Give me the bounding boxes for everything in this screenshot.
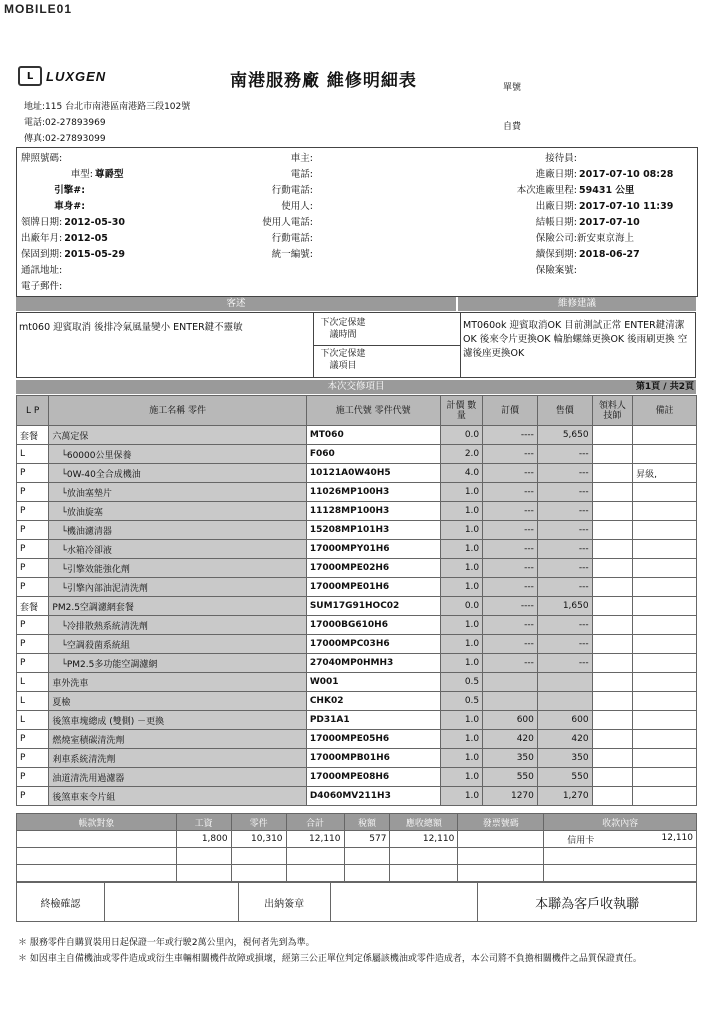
row-tech	[592, 749, 633, 768]
row-qty: 2.0	[440, 445, 483, 464]
final-check-label: 終檢確認	[17, 883, 105, 922]
row-code: 17000MPE02H6	[306, 559, 440, 578]
next-time-label: 下次定保建議時間	[320, 318, 366, 340]
complaint-header: 客述	[16, 297, 456, 311]
tax-value: 577	[344, 831, 390, 848]
table-row	[17, 673, 697, 692]
row-note	[633, 654, 697, 673]
row-name: └PM2.5多功能空調濾網	[49, 654, 306, 673]
row-unit: ---	[483, 464, 538, 483]
row-price: 600	[537, 711, 592, 730]
row-note	[633, 635, 697, 654]
row-tech	[592, 692, 633, 711]
row-lp: P	[17, 502, 49, 521]
table-row	[17, 787, 697, 806]
row-tech	[592, 711, 633, 730]
issue-row: 領牌日期: 2012-05-30	[21, 217, 125, 228]
row-tech	[592, 426, 633, 445]
row-qty: 4.0	[440, 464, 483, 483]
row-lp: P	[17, 768, 49, 787]
row-tech	[592, 540, 633, 559]
row-lp: 套餐	[17, 597, 49, 616]
row-price: 5,650	[537, 426, 592, 445]
body-row: 車身#:	[54, 201, 85, 212]
row-tech	[592, 597, 633, 616]
row-code: 17000MPC03H6	[306, 635, 440, 654]
row-price: 1,650	[537, 597, 592, 616]
page-indicator: 第1頁 / 共2頁	[635, 382, 694, 392]
row-lp: L	[17, 711, 49, 730]
table-row	[17, 768, 697, 787]
row-note	[633, 768, 697, 787]
row-unit: ---	[483, 654, 538, 673]
col-qty: 計價 數量	[440, 396, 483, 426]
payment-method: 信用卡	[567, 835, 595, 846]
row-qty: 1.0	[440, 502, 483, 521]
row-code: 11128MP100H3	[306, 502, 440, 521]
out-row: 出廠日期: 2017-07-10 11:39	[535, 201, 674, 212]
customer-copy-label: 本聯為客戶收執聯	[478, 883, 697, 922]
row-lp: P	[17, 749, 49, 768]
row-qty: 1.0	[440, 768, 483, 787]
col-lp: L P	[17, 396, 49, 426]
row-code: D4060MV211H3	[306, 787, 440, 806]
row-name: └水箱冷卻液	[49, 540, 306, 559]
row-unit	[483, 673, 538, 692]
row-price: ---	[537, 559, 592, 578]
row-name: 車外洗車	[49, 673, 306, 692]
table-row	[17, 692, 697, 711]
next-item-label: 下次定保建議項目	[320, 349, 366, 371]
row-lp: L	[17, 692, 49, 711]
col-price: 售價	[537, 396, 592, 426]
owner-row: 車主:	[290, 153, 313, 164]
row-price: ---	[537, 502, 592, 521]
parts-value: 10,310	[231, 831, 286, 848]
row-qty: 1.0	[440, 711, 483, 730]
table-row	[17, 635, 697, 654]
row-lp: P	[17, 616, 49, 635]
col-code: 施工代號 零件代號	[306, 396, 440, 426]
col-name: 施工名稱 零件	[49, 396, 306, 426]
row-lp: L	[17, 445, 49, 464]
row-lp: P	[17, 540, 49, 559]
row-lp: P	[17, 635, 49, 654]
address: 地址:115 台北市南港區南港路三段102號	[24, 102, 191, 112]
luxgen-emblem-icon: L	[18, 66, 42, 86]
row-lp: P	[17, 521, 49, 540]
table-row	[17, 616, 697, 635]
row-qty: 1.0	[440, 559, 483, 578]
note-2: ＊ 如因車主自備機油或零件造成或衍生車輛相關機件故障或損壞，經第三公正單位判定係屬該機油或零件造成者，本公司將不負擔相關機件之品質保證責任。	[18, 954, 642, 964]
row-note: 昇級,	[633, 464, 697, 483]
row-name: └機油濾清器	[49, 521, 306, 540]
row-name: └冷排散熱系統清洗劑	[49, 616, 306, 635]
row-unit: 350	[483, 749, 538, 768]
advice-header: 維修建議	[458, 297, 696, 311]
row-code: 10121A0W40H5	[306, 464, 440, 483]
row-price: ---	[537, 578, 592, 597]
total-value: 12,110	[390, 831, 458, 848]
row-note	[633, 616, 697, 635]
row-qty: 1.0	[440, 635, 483, 654]
row-tech	[592, 635, 633, 654]
reception-row: 接待員:	[545, 153, 577, 164]
signature-table	[16, 882, 697, 922]
row-unit: ---	[483, 540, 538, 559]
row-name: └放油旋塞	[49, 502, 306, 521]
col-tech: 領料人 技師	[592, 396, 633, 426]
row-name: 夏檢	[49, 692, 306, 711]
engine-row: 引擎#:	[54, 185, 85, 196]
h-parts: 零件	[231, 814, 286, 831]
row-code: 17000MPY01H6	[306, 540, 440, 559]
page-title: 南港服務廠 維修明細表	[230, 71, 417, 91]
mobile-row: 行動電話:	[271, 185, 313, 196]
row-unit	[483, 692, 538, 711]
row-code: 27040MP0HMH3	[306, 654, 440, 673]
bill-row: 結帳日期: 2017-07-10	[535, 217, 640, 228]
row-price: 550	[537, 768, 592, 787]
note-1: ＊ 服務零件自購買裝用日起保證一年或行駛2萬公里內，視何者先到為準。	[18, 938, 315, 948]
items-table	[16, 395, 697, 806]
row-code: 17000MPE05H6	[306, 730, 440, 749]
row-unit: 550	[483, 768, 538, 787]
row-note	[633, 673, 697, 692]
table-row	[17, 426, 697, 445]
row-price	[537, 673, 592, 692]
mileage-row: 本次進廠里程: 59431 公里	[516, 185, 635, 196]
row-price: 1,270	[537, 787, 592, 806]
row-price: ---	[537, 464, 592, 483]
tel-row: 電話:	[290, 169, 313, 180]
row-tech	[592, 730, 633, 749]
row-qty: 1.0	[440, 578, 483, 597]
row-tech	[592, 502, 633, 521]
row-name: 油道清洗用過濾器	[49, 768, 306, 787]
ins-row: 保險公司:新安東京海上	[535, 233, 635, 244]
in-row: 進廠日期: 2017-07-10 08:28	[535, 169, 674, 180]
row-lp: P	[17, 578, 49, 597]
row-name: └引擎效能強化劑	[49, 559, 306, 578]
row-code: 17000MPE01H6	[306, 578, 440, 597]
row-tech	[592, 673, 633, 692]
row-unit: ----	[483, 597, 538, 616]
row-tech	[592, 559, 633, 578]
row-qty: 0.0	[440, 426, 483, 445]
row-name: └0W-40全合成機油	[49, 464, 306, 483]
row-price: ---	[537, 616, 592, 635]
row-qty: 0.5	[440, 692, 483, 711]
row-lp: P	[17, 787, 49, 806]
row-note	[633, 502, 697, 521]
row-price	[537, 692, 592, 711]
h-sum: 合計	[286, 814, 344, 831]
row-unit: ---	[483, 616, 538, 635]
row-qty: 1.0	[440, 521, 483, 540]
row-code: 17000MPE08H6	[306, 768, 440, 787]
table-row	[17, 578, 697, 597]
sheet-no-label: 單號	[503, 83, 522, 93]
row-note	[633, 540, 697, 559]
row-qty: 1.0	[440, 749, 483, 768]
payment-cell	[544, 831, 697, 848]
table-row	[17, 483, 697, 502]
row-code: 15208MP101H3	[306, 521, 440, 540]
row-name: 後煞車來令片組	[49, 787, 306, 806]
next-service-box	[313, 313, 461, 377]
self-pay-label: 自費	[503, 122, 522, 132]
row-name: 燃燒室積碳清洗劑	[49, 730, 306, 749]
row-qty: 1.0	[440, 540, 483, 559]
row-unit: ----	[483, 426, 538, 445]
row-note	[633, 711, 697, 730]
row-tech	[592, 445, 633, 464]
row-code: 17000BG610H6	[306, 616, 440, 635]
row-price: ---	[537, 521, 592, 540]
row-unit: ---	[483, 483, 538, 502]
row-qty: 1.0	[440, 654, 483, 673]
row-unit: ---	[483, 521, 538, 540]
model-row: 車型: 尊爵型	[70, 169, 124, 180]
row-lp: L	[17, 673, 49, 692]
table-row	[17, 749, 697, 768]
row-qty: 1.0	[440, 787, 483, 806]
table-row	[17, 730, 697, 749]
row-name: 六萬定保	[49, 426, 306, 445]
row-name: └引擎內部油泥清洗劑	[49, 578, 306, 597]
table-row	[17, 502, 697, 521]
table-row	[17, 654, 697, 673]
h-recv: 收款內容	[544, 814, 697, 831]
row-name: PM2.5空調濾網套餐	[49, 597, 306, 616]
row-note	[633, 730, 697, 749]
row-code: CHK02	[306, 692, 440, 711]
row-price: ---	[537, 635, 592, 654]
items-title: 本次交修項目	[327, 381, 385, 392]
uid-row: 統一編號:	[271, 249, 313, 260]
row-unit: ---	[483, 559, 538, 578]
col-unit: 訂價	[483, 396, 538, 426]
user-mobile-row: 行動電話:	[271, 233, 313, 244]
row-tech	[592, 616, 633, 635]
vehicle-info-box	[16, 147, 698, 297]
user-row: 使用人:	[281, 201, 313, 212]
row-unit: ---	[483, 635, 538, 654]
row-unit: 1270	[483, 787, 538, 806]
row-lp: P	[17, 559, 49, 578]
row-code: F060	[306, 445, 440, 464]
row-lp: P	[17, 730, 49, 749]
col-note: 備註	[633, 396, 697, 426]
complaint-text: mt060 迎賓取消 後排冷氣風量變小 ENTER鍵不靈敏	[19, 322, 243, 333]
row-unit: 600	[483, 711, 538, 730]
row-code: PD31A1	[306, 711, 440, 730]
row-note	[633, 787, 697, 806]
row-tech	[592, 521, 633, 540]
row-lp: P	[17, 654, 49, 673]
row-name: 後煞車塊總成 (雙側) －更換	[49, 711, 306, 730]
row-tech	[592, 464, 633, 483]
complaint-box	[16, 312, 696, 378]
table-row	[17, 521, 697, 540]
table-row	[17, 597, 697, 616]
ins-due-row: 續保到期: 2018-06-27	[535, 249, 640, 260]
row-note	[633, 445, 697, 464]
row-qty: 1.0	[440, 483, 483, 502]
row-note	[633, 597, 697, 616]
row-name: └空調殺菌系統組	[49, 635, 306, 654]
table-row	[17, 445, 697, 464]
row-tech	[592, 483, 633, 502]
payment-amount: 12,110	[661, 832, 693, 843]
watermark-text: MOBILE01	[4, 2, 73, 16]
table-row	[17, 464, 697, 483]
h-inv: 發票號碼	[458, 814, 544, 831]
totals-table	[16, 813, 697, 882]
row-price: ---	[537, 483, 592, 502]
row-note	[633, 521, 697, 540]
row-price: ---	[537, 654, 592, 673]
cashier-label: 出納簽章	[238, 883, 330, 922]
row-name: 剎車系統清洗劑	[49, 749, 306, 768]
row-note	[633, 483, 697, 502]
fax: 傳真:02-27893099	[24, 134, 106, 144]
row-unit: ---	[483, 578, 538, 597]
row-note	[633, 559, 697, 578]
h-labor: 工資	[176, 814, 231, 831]
phone: 電話:02-27893969	[24, 118, 106, 128]
row-qty: 0.0	[440, 597, 483, 616]
row-tech	[592, 654, 633, 673]
user-tel-row: 使用人電話:	[262, 217, 313, 228]
brand-logo	[18, 66, 128, 86]
table-row	[17, 559, 697, 578]
row-lp: P	[17, 464, 49, 483]
row-note	[633, 426, 697, 445]
row-name: └放油塞墊片	[49, 483, 306, 502]
row-qty: 0.5	[440, 673, 483, 692]
row-price: ---	[537, 445, 592, 464]
row-unit: ---	[483, 445, 538, 464]
row-code: SUM17G91HOC02	[306, 597, 440, 616]
row-lp: 套餐	[17, 426, 49, 445]
row-unit: 420	[483, 730, 538, 749]
ins-no-row: 保險案號:	[535, 265, 577, 276]
made-row: 出廠年月: 2012-05	[21, 233, 108, 244]
row-note	[633, 578, 697, 597]
row-price: ---	[537, 540, 592, 559]
row-unit: ---	[483, 502, 538, 521]
row-price: 350	[537, 749, 592, 768]
row-note	[633, 749, 697, 768]
row-price: 420	[537, 730, 592, 749]
h-acct: 帳款對象	[17, 814, 177, 831]
row-tech	[592, 787, 633, 806]
addr-row: 通訊地址:	[21, 265, 63, 276]
row-lp: P	[17, 483, 49, 502]
labor-value: 1,800	[176, 831, 231, 848]
items-header	[16, 380, 696, 394]
sum-value: 12,110	[286, 831, 344, 848]
row-code: W001	[306, 673, 440, 692]
row-code: 17000MPB01H6	[306, 749, 440, 768]
plate-label: 牌照號碼:	[21, 153, 63, 164]
row-tech	[592, 578, 633, 597]
brand-name: LUXGEN	[46, 68, 107, 84]
row-name: └60000公里保養	[49, 445, 306, 464]
row-code: MT060	[306, 426, 440, 445]
row-note	[633, 692, 697, 711]
warranty-row: 保固到期: 2015-05-29	[21, 249, 125, 260]
table-row	[17, 540, 697, 559]
h-tax: 稅額	[344, 814, 390, 831]
row-tech	[592, 768, 633, 787]
email-row: 電子郵件:	[21, 281, 63, 292]
h-total: 應收總額	[390, 814, 458, 831]
table-row	[17, 711, 697, 730]
advice-text: MT060ok 迎賓取消OK 目前測試正常 ENTER鍵清潔OK 後來令片更換OK 輪胎螺絲更換OK 後雨刷更換 空濾後座更換OK	[463, 320, 688, 359]
row-qty: 1.0	[440, 616, 483, 635]
row-code: 11026MP100H3	[306, 483, 440, 502]
row-qty: 1.0	[440, 730, 483, 749]
